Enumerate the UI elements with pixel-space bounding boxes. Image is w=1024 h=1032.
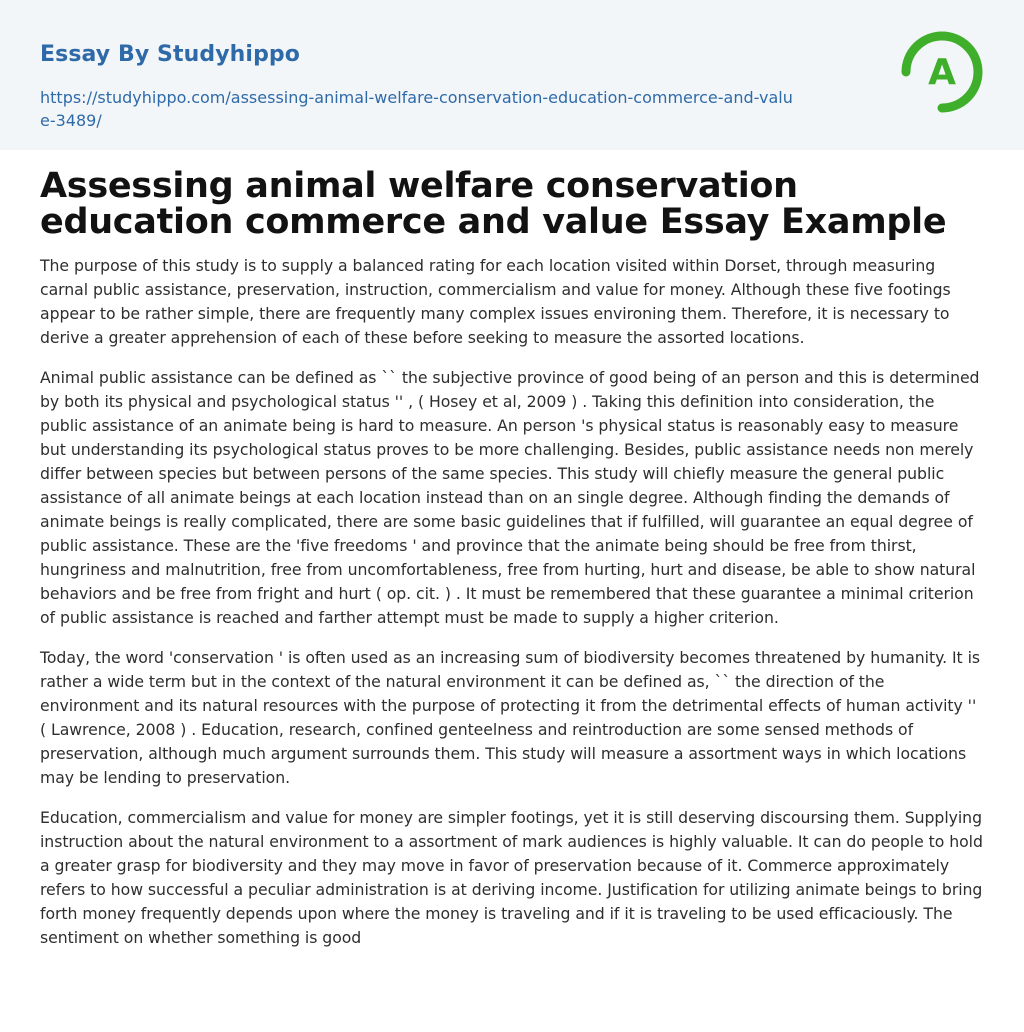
article-paragraph: Today, the word 'conservation ' is often used as an increasing sum of biodiversity becomes threatened by humanity. It is rather a wide term but in the context of the natural environment it can be defined as, `` the direction of the environment and its natural resources with the purpose of protecting it from the detrimental effects of human activity '' ( Lawrence, 2008 ) . Education, research, confined genteelness and reintroduction are some sensed methods of preservation, although much argument surrounds them. This study will measure a assortment ways in which locations may be lending to preservation. <box>40 648 981 787</box>
studyhippo-logo-icon[interactable] <box>898 28 986 116</box>
article <box>0 150 1024 950</box>
article-paragraph: Animal public assistance can be defined as `` the subjective province of good being of an person and this is determined by both its physical and psychological status '' , ( Hosey et al, 2009 ) . Taking this definition into consideration, the public assistance of an animate being is hard to measure. An person 's physical status is reasonably easy to measure but understanding its psychological status proves to be more challenging. Besides, public assistance needs non merely differ between species but between persons of the same species. This study will chiefly measure the general public assistance of all animate beings at each location instead than on an single degree. Although finding the demands of animate beings is really complicated, there are some basic guidelines that if fulfilled, will guarantee an equal degree of public assistance. These are the 'five freedoms ' and province that the animate being should be free from thirst, hungriness and malnutrition, free from uncomfortableness, free from hurting, hurt and disease, be able to show natural behaviors and be free from fright and hurt ( op. cit. ) . It must be remembered that these guarantee a minimal criterion of public assistance is reached and farther attempt must be made to supply a higher criterion. <box>40 368 980 627</box>
article-title: Assessing animal welfare conservation education commerce and value Essay Example <box>40 166 947 242</box>
article-paragraph: The purpose of this study is to supply a balanced rating for each location visited within Dorset, through measuring carnal public assistance, preservation, instruction, commercialism and value for money. Although these five footings appear to be rather simple, there are frequently many complex issues environing them. Therefore, it is necessary to derive a greater apprehension of each of these before seeking to measure the assorted locations. <box>40 256 951 347</box>
logo-letter: A <box>928 52 956 93</box>
article-paragraph: Education, commercialism and value for money are simpler footings, yet it is still deserving discoursing them. Supplying instruction about the natural environment to a assortment of mark audiences is highly valuable. It can do people to hold a greater grasp for biodiversity and they may move in favor of preservation because of it. Commerce approximately refers to how successful a peculiar administration is at deriving income. Justification for utilizing animate beings to bring forth money frequently depends upon where the money is traveling and if it is traveling to be used efficaciously. The sentiment on whether something is good <box>40 808 983 947</box>
essay-url-link[interactable]: https://studyhippo.com/assessing-animal-welfare-conservation-education-commerce-and-value-3489/ <box>40 88 793 130</box>
site-brand[interactable]: Essay By Studyhippo <box>40 42 300 67</box>
site-header <box>0 0 1024 150</box>
